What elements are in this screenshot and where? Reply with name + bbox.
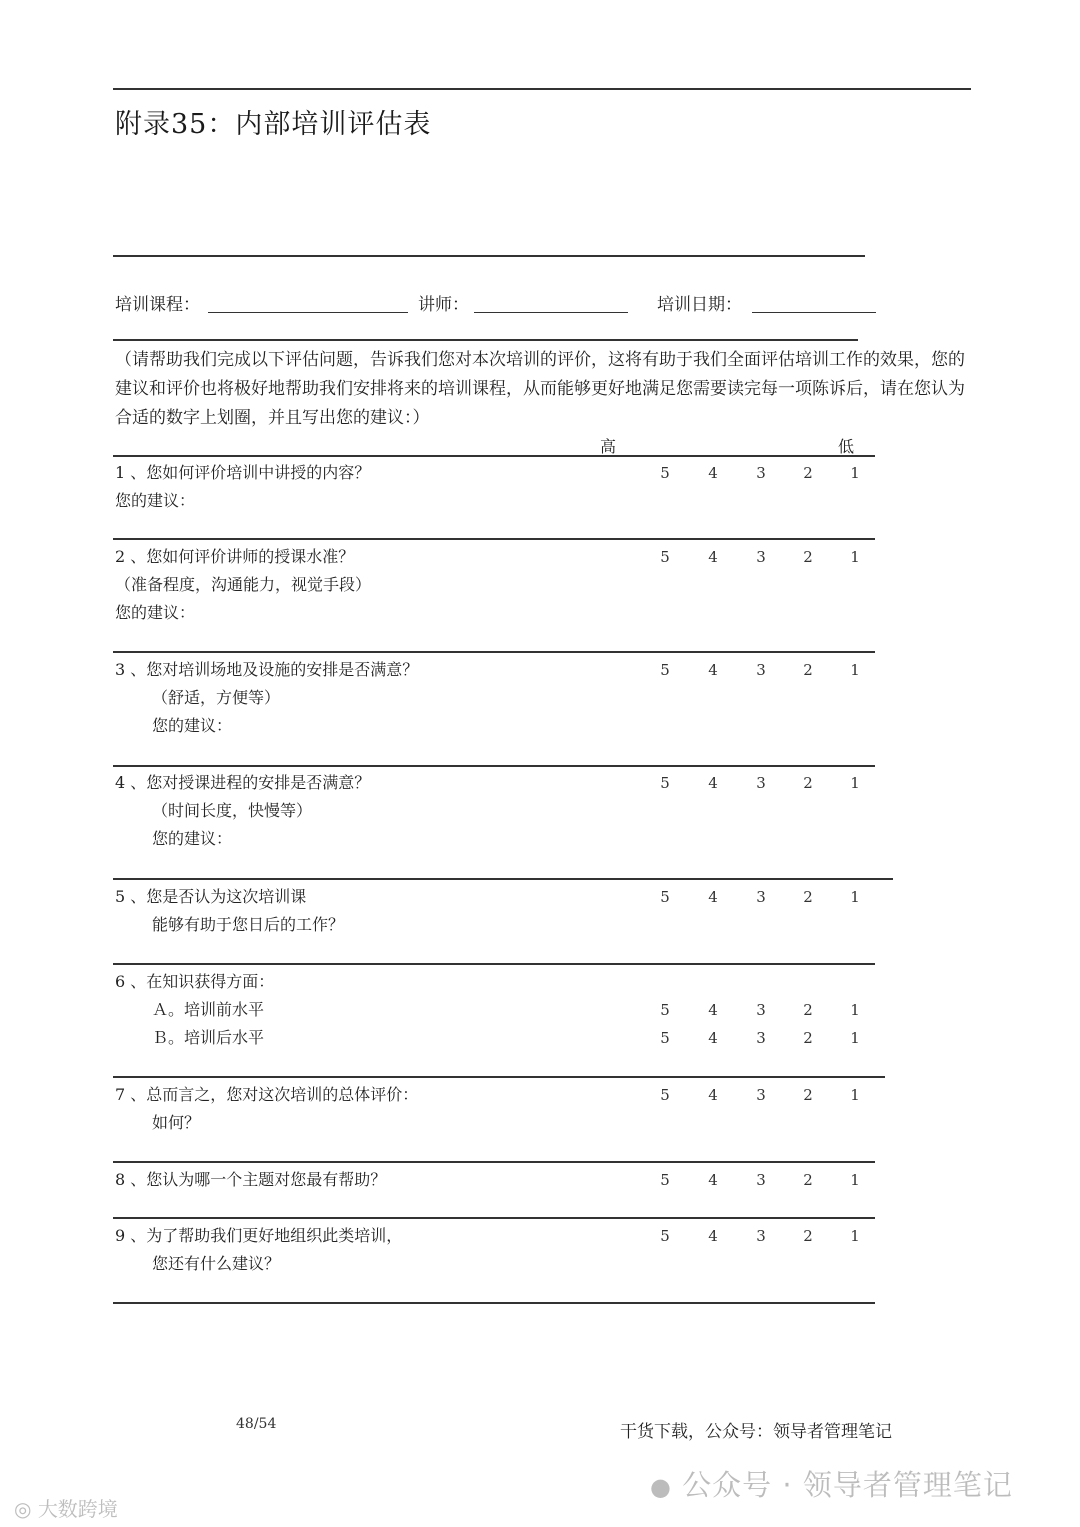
rating-option-5[interactable]: 5 — [660, 1227, 670, 1245]
question-subtext: 如何？ — [152, 1113, 201, 1132]
question-text: 8 、您认为哪一个主题对您最有帮助？ — [115, 1170, 387, 1189]
watermark-right-text: 公众号 · 领导者管理笔记 — [682, 1468, 1013, 1502]
question-text: 4 、您对授课进程的安排是否满意？ — [115, 773, 371, 792]
rating-option-1[interactable]: 1 — [850, 1001, 860, 1019]
rating-option-2[interactable]: 2 — [803, 1001, 813, 1019]
question-subtext: （舒适，方便等） — [152, 688, 281, 707]
rating-option-2[interactable]: 2 — [803, 464, 813, 482]
rating-option-1[interactable]: 1 — [850, 1171, 860, 1189]
lecturer-field[interactable] — [474, 312, 628, 313]
watermark-left-text: 大数跨境 — [37, 1497, 118, 1521]
scale-rule — [113, 455, 875, 457]
rating-option-3[interactable]: 3 — [756, 548, 766, 566]
course-label: 培训课程： — [115, 295, 200, 315]
rating-option-1[interactable]: 1 — [850, 661, 860, 679]
footer-promo: 干货下载，公众号：领导者管理笔记 — [620, 1422, 892, 1442]
brand-logo-icon: ◎ — [14, 1497, 32, 1521]
question-subtext: Ａ。培训前水平 — [152, 1000, 265, 1019]
page-number: 48/54 — [236, 1416, 277, 1432]
scale-high-label: 高 — [600, 437, 617, 456]
rating-option-5[interactable]: 5 — [660, 1086, 670, 1104]
rating-option-4[interactable]: 4 — [708, 548, 718, 566]
question-text: 1 、您如何评价培训中讲授的内容？ — [115, 463, 371, 482]
question-subtext: 您的建议： — [152, 716, 233, 735]
question-rule — [113, 1217, 875, 1219]
rating-option-3[interactable]: 3 — [756, 1171, 766, 1189]
rating-option-4[interactable]: 4 — [708, 1029, 718, 1047]
question-text: 6 、在知识获得方面： — [115, 972, 275, 991]
rating-option-2[interactable]: 2 — [803, 1029, 813, 1047]
date-label: 培训日期： — [657, 295, 742, 315]
question-rule — [113, 963, 875, 965]
rating-option-3[interactable]: 3 — [756, 1029, 766, 1047]
header-rule — [113, 255, 865, 257]
rating-option-2[interactable]: 2 — [803, 774, 813, 792]
rating-option-3[interactable]: 3 — [756, 464, 766, 482]
question-rule — [113, 1302, 875, 1304]
question-text: 3 、您对培训场地及设施的安排是否满意？ — [115, 660, 419, 679]
fields-rule — [113, 339, 858, 341]
course-field[interactable] — [208, 312, 408, 313]
rating-option-3[interactable]: 3 — [756, 1227, 766, 1245]
rating-option-4[interactable]: 4 — [708, 1086, 718, 1104]
rating-option-4[interactable]: 4 — [708, 888, 718, 906]
wechat-icon: ● — [650, 1473, 672, 1501]
rating-option-2[interactable]: 2 — [803, 888, 813, 906]
date-field[interactable] — [752, 312, 876, 313]
rating-option-4[interactable]: 4 — [708, 1001, 718, 1019]
rating-option-1[interactable]: 1 — [850, 1029, 860, 1047]
scale-low-label: 低 — [838, 437, 855, 456]
rating-option-3[interactable]: 3 — [756, 888, 766, 906]
top-rule — [113, 88, 971, 90]
lecturer-label: 讲师： — [418, 295, 469, 315]
rating-option-1[interactable]: 1 — [850, 1227, 860, 1245]
rating-option-4[interactable]: 4 — [708, 464, 718, 482]
rating-option-3[interactable]: 3 — [756, 1086, 766, 1104]
question-subtext: 能够有助于您日后的工作？ — [152, 915, 345, 934]
rating-option-1[interactable]: 1 — [850, 464, 860, 482]
rating-option-5[interactable]: 5 — [660, 661, 670, 679]
rating-option-5[interactable]: 5 — [660, 1171, 670, 1189]
question-rule — [113, 1076, 885, 1078]
question-subtext: 您的建议： — [152, 829, 233, 848]
question-subtext: 您的建议： — [115, 603, 196, 622]
rating-option-3[interactable]: 3 — [756, 774, 766, 792]
question-text: 9 、为了帮助我们更好地组织此类培训， — [115, 1226, 403, 1245]
question-text: 5 、您是否认为这次培训课 — [115, 887, 307, 906]
question-subtext: （时间长度，快慢等） — [152, 801, 313, 820]
rating-option-4[interactable]: 4 — [708, 1227, 718, 1245]
rating-option-3[interactable]: 3 — [756, 1001, 766, 1019]
rating-option-2[interactable]: 2 — [803, 1171, 813, 1189]
rating-option-2[interactable]: 2 — [803, 548, 813, 566]
rating-option-4[interactable]: 4 — [708, 1171, 718, 1189]
question-subtext: 您的建议： — [115, 491, 196, 510]
question-rule — [113, 1161, 875, 1163]
rating-option-5[interactable]: 5 — [660, 774, 670, 792]
watermark-right — [650, 1463, 1013, 1504]
rating-option-3[interactable]: 3 — [756, 661, 766, 679]
question-rule — [113, 765, 875, 767]
rating-option-4[interactable]: 4 — [708, 661, 718, 679]
question-rule — [113, 538, 875, 540]
question-rule — [113, 651, 875, 653]
rating-option-2[interactable]: 2 — [803, 1227, 813, 1245]
rating-option-5[interactable]: 5 — [660, 1001, 670, 1019]
question-subtext: Ｂ。培训后水平 — [152, 1028, 265, 1047]
page-title: 附录35：内部培训评估表 — [115, 109, 432, 140]
instructions: （请帮助我们完成以下评估问题，告诉我们您对本次培训的评价，这将有助于我们全面评估培训工作的效果，您的建议和评价也将极好地帮助我们安排将来的培训课程，从而能够更好地满足您需要读完每一项陈诉后，请在您认为合适的数字上划圈，并且写出您的建议：） — [115, 350, 965, 428]
rating-option-1[interactable]: 1 — [850, 1086, 860, 1104]
watermark-left — [14, 1493, 118, 1522]
question-text: 7 、总而言之，您对这次培训的总体评价： — [115, 1085, 419, 1104]
question-subtext: （准备程度，沟通能力，视觉手段） — [115, 575, 372, 594]
rating-option-4[interactable]: 4 — [708, 774, 718, 792]
rating-option-5[interactable]: 5 — [660, 548, 670, 566]
rating-option-1[interactable]: 1 — [850, 548, 860, 566]
rating-option-5[interactable]: 5 — [660, 464, 670, 482]
question-rule — [113, 878, 893, 880]
question-subtext: 您还有什么建议？ — [152, 1254, 281, 1273]
rating-option-5[interactable]: 5 — [660, 888, 670, 906]
rating-option-2[interactable]: 2 — [803, 1086, 813, 1104]
question-text: 2 、您如何评价讲师的授课水准？ — [115, 547, 355, 566]
rating-option-1[interactable]: 1 — [850, 888, 860, 906]
rating-option-2[interactable]: 2 — [803, 661, 813, 679]
rating-option-1[interactable]: 1 — [850, 774, 860, 792]
rating-option-5[interactable]: 5 — [660, 1029, 670, 1047]
